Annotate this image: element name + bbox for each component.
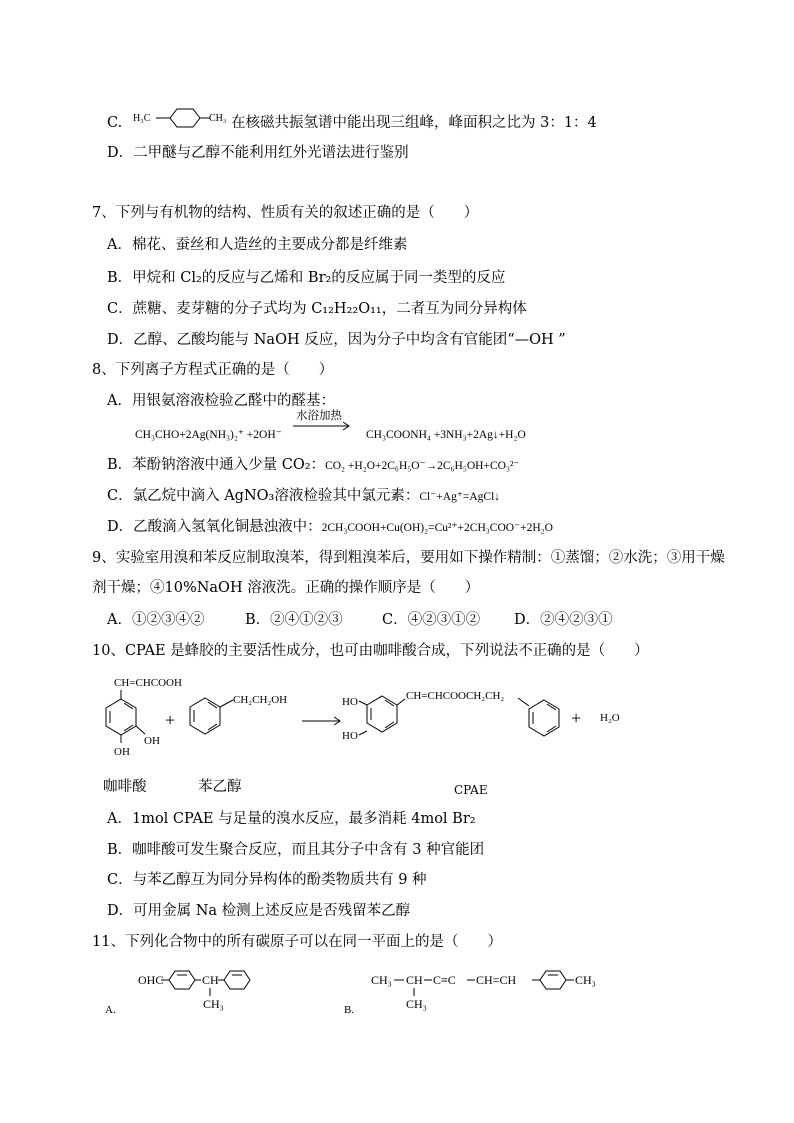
- q11-b-vinyl: CH=CH: [476, 973, 517, 987]
- q8-b-prefix: B．苯酚钠溶液中通入少量 CO₂：: [107, 457, 326, 473]
- q8-d-prefix: D．乙酸滴入氢氧化铜悬浊液中：: [107, 519, 322, 535]
- q11-stem: 11、下列化合物中的所有碳原子可以在同一平面上的是（ ）: [92, 934, 502, 950]
- q9-option-d: D．②④②③①: [514, 612, 613, 628]
- q8-option-a: A．用银氨溶液检验乙醛中的醛基：: [107, 393, 335, 409]
- caffeic-oh-meta: OH: [144, 735, 160, 747]
- q11-b-branch-methyl: CH₃: [406, 997, 427, 1011]
- q11-b-end-methyl: CH₃: [575, 973, 596, 987]
- q10-stem: 10、CPAE 是蜂胶的主要活性成分，也可由咖啡酸合成，下列说法不正确的是（ ）: [92, 643, 649, 659]
- q9-option-b: B．②④①②③: [245, 612, 343, 628]
- q11-b-methyl: CH₃: [371, 973, 392, 987]
- q6-option-d: D．二甲醚与乙醇不能利用红外光谱法进行鉴别: [107, 145, 409, 161]
- q8-d-equation: 2CH₃COOH+Cu(OH)₂=Cu²⁺+2CH₃COO⁻+2H₂O: [321, 522, 553, 534]
- label-phenethyl-alcohol: 苯乙醇: [198, 779, 242, 795]
- q11-option-b-structure: [344, 962, 644, 1022]
- q8-c-equation: Cl⁻+Ag⁺=AgCl↓: [419, 491, 501, 503]
- label-cpae: CPAE: [454, 783, 488, 797]
- q11-b-ring: [540, 971, 566, 989]
- q6-c-left-methyl: H₃C: [133, 113, 151, 124]
- q8-a-arrow: [293, 421, 353, 431]
- phenethyl-side-chain: CH₂CH₂OH: [233, 694, 288, 706]
- q10-option-b: B．咖啡酸可发生聚合反应，而且其分子中含有 3 种官能团: [107, 842, 485, 858]
- q6-c-right-methyl: CH₃: [209, 113, 227, 124]
- q8-stem: 8、下列离子方程式正确的是（ ）: [92, 362, 334, 378]
- plus-sign-1: +: [165, 710, 176, 730]
- q10-reaction-scheme: [95, 672, 655, 772]
- q10-option-c: C．与苯乙醇互为同分异构体的酚类物质共有 9 种: [107, 872, 427, 888]
- q7-stem: 7、下列与有机物的结构、性质有关的叙述正确的是（ ）: [92, 205, 479, 221]
- q6-c-structure: [130, 106, 230, 130]
- q11-a-ring1: [169, 971, 195, 989]
- q11-b-label: B.: [344, 1004, 355, 1016]
- q9-option-c: C．④②③①②: [382, 612, 481, 628]
- q6-option-c-text: 在核磁共振氢谱中能出现三组峰，峰面积之比为 3：1：4: [231, 115, 597, 131]
- q11-a-ch: CH: [202, 973, 219, 987]
- q8-a-products: CH₃COONH₄ +3NH₃+2Ag↓+H₂O: [366, 429, 526, 441]
- q9-stem-line2: 剂干燥；④10%NaOH 溶液洗。正确的操作顺序是（ ）: [92, 580, 480, 596]
- cpae-ho-top: HO: [342, 696, 358, 708]
- q6-option-c-label: C.: [107, 115, 123, 131]
- q7-option-c: C．蔗糖、麦芽糖的分子式均为 C₁₂H₂₂O₁₁，二者互为同分异构体: [107, 301, 527, 317]
- q7-option-b: B．甲烷和 Cl₂的反应与乙烯和 Br₂的反应属于同一类型的反应: [107, 270, 506, 286]
- water-product: H₂O: [600, 712, 620, 724]
- caffeic-acid-side-chain: CH=CHCOOH: [114, 677, 182, 689]
- q8-c-prefix: C．氯乙烷中滴入 AgNO₃溶液检验其中氯元素：: [107, 488, 420, 504]
- q8-b-equation: CO₂ +H₂O+2C₆H₅O⁻→2C₆H₅OH+CO₃²⁻: [325, 460, 520, 472]
- q8-a-reactants: CH₃CHO+2Ag(NH₃)₂⁺ +2OH⁻: [135, 429, 282, 441]
- plus-sign-2: +: [571, 708, 582, 728]
- q11-a-aldehyde: OHC: [138, 973, 164, 987]
- q7-option-a: A．棉花、蚕丝和人造丝的主要成分都是纤维素: [107, 237, 408, 253]
- q9-stem-line1: 9、实验室用溴和苯反应制取溴苯，得到粗溴苯后，要用如下操作精制：①蒸馏；②水洗；③用干燥: [92, 550, 725, 566]
- cpae-ester-chain: CH=CHCOOCH₂CH₂: [406, 690, 505, 702]
- q8-option-c: [107, 486, 500, 507]
- q8-option-d: [107, 517, 553, 538]
- label-caffeic-acid: 咖啡酸: [103, 779, 147, 795]
- q11-b-ch: CH: [406, 973, 423, 987]
- q7-option-d: D．乙醇、乙酸均能与 NaOH 反应，因为分子中均含有官能团“—OH ”: [107, 332, 566, 348]
- q11-a-label: A.: [105, 1004, 116, 1016]
- q11-a-ring2: [224, 971, 250, 989]
- q8-option-b: [107, 455, 519, 476]
- q10-option-a: A．1mol CPAE 与足量的溴水反应，最多消耗 4mol Br₂: [107, 811, 476, 827]
- cpae-ho-bottom: HO: [342, 730, 358, 742]
- q8-a-condition: 水浴加热: [296, 410, 342, 422]
- q11-a-methyl: CH₃: [203, 997, 224, 1011]
- q11-b-triple-bond: C≡C: [433, 973, 456, 987]
- caffeic-oh-para: OH: [114, 746, 130, 758]
- q9-option-a: A．①②③④②: [107, 612, 205, 628]
- q11-option-a-structure: [105, 962, 315, 1022]
- q10-option-d: D．可用金属 Na 检测上述反应是否残留苯乙醇: [107, 903, 411, 919]
